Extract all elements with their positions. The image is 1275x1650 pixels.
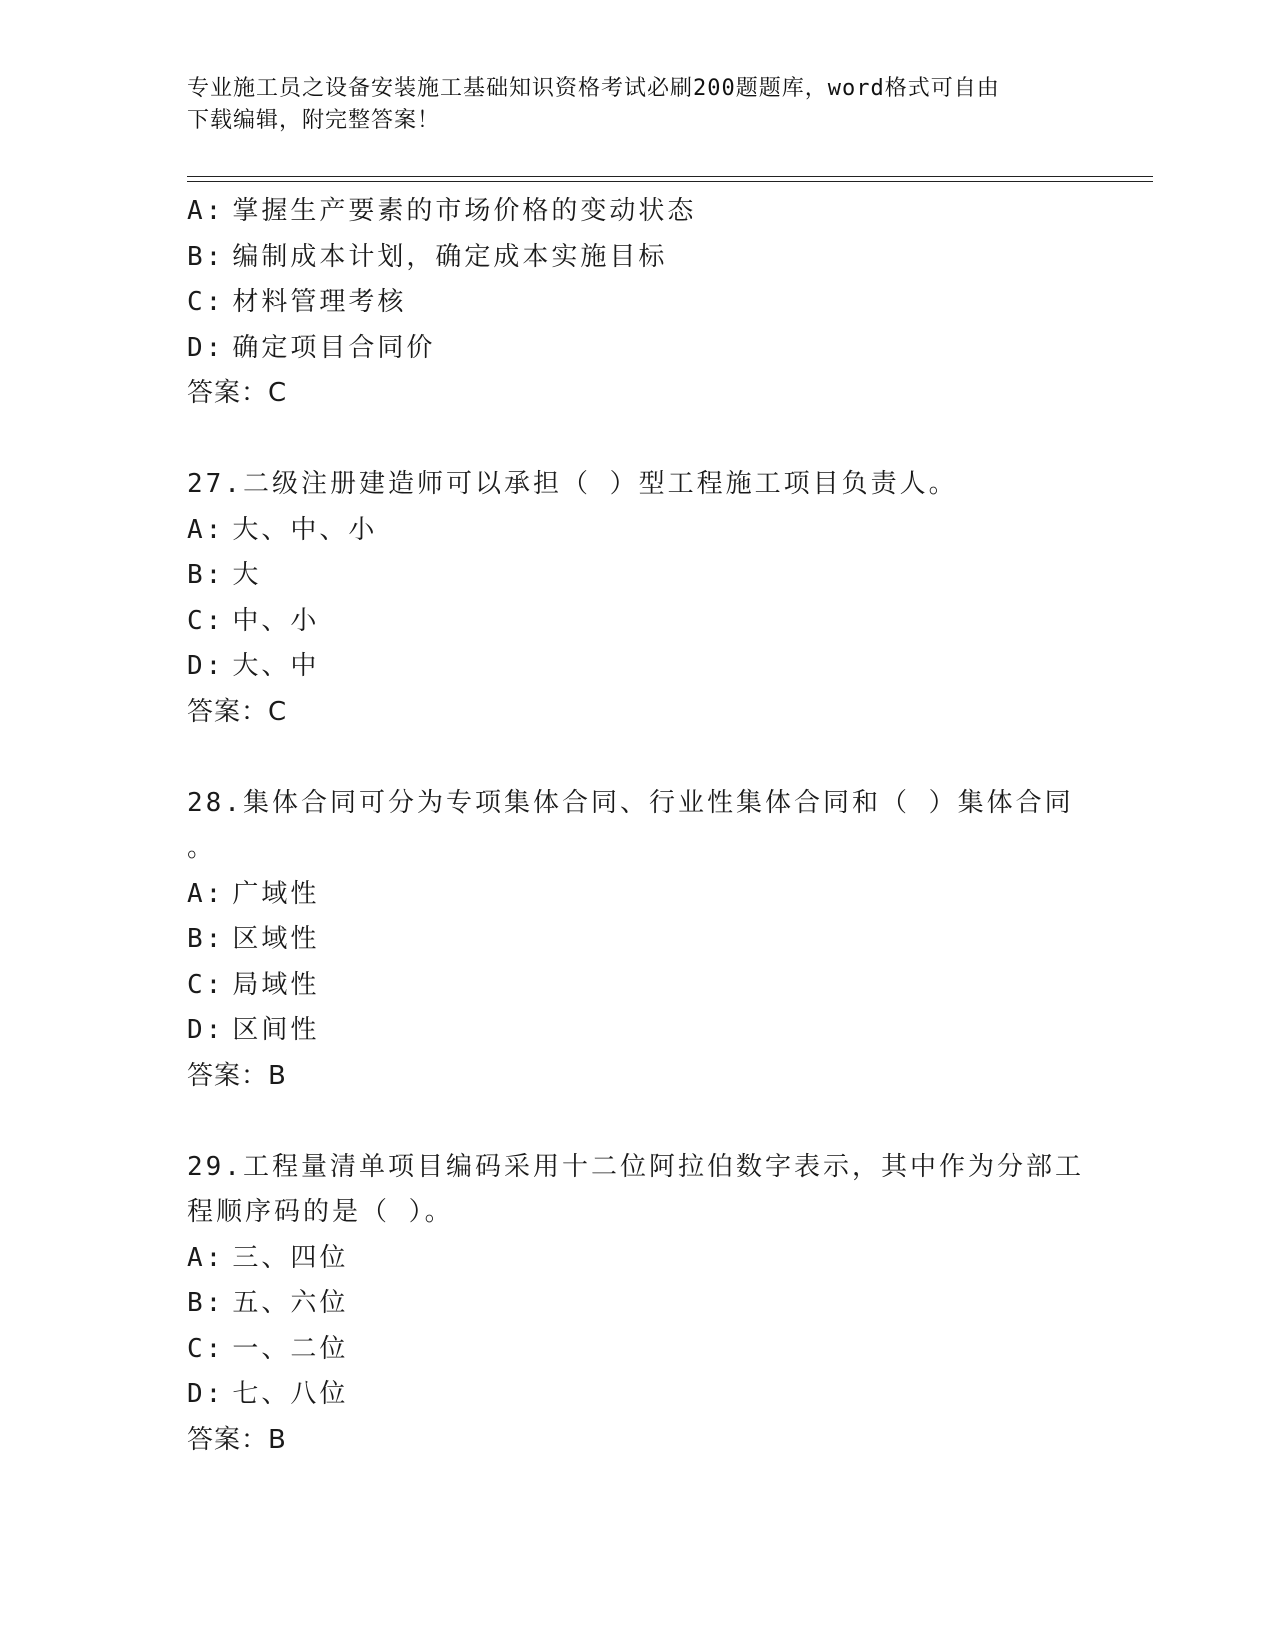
option-c: C: 材料管理考核: [187, 287, 407, 317]
question-stem: 29.工程量清单项目编码采用十二位阿拉伯数字表示，其中作为分部工: [187, 1151, 1084, 1182]
option-c: C: 局域性: [187, 969, 320, 1000]
option-a: A: 三、四位: [187, 1242, 349, 1273]
header-line-2: 下载编辑，附完整答案！: [187, 108, 441, 133]
question-28: [187, 781, 1087, 1100]
header-rule-bottom: [187, 181, 1153, 182]
prev-question-block: [187, 189, 1087, 417]
option-c: C: 中、小: [187, 605, 320, 636]
option-a: A: 掌握生产要素的市场价格的变动状态: [187, 196, 697, 226]
answer-line: 答案：B: [187, 1060, 287, 1091]
question-27: [187, 462, 1087, 735]
document-header: [187, 73, 1067, 137]
question-content: [187, 189, 1087, 1463]
option-a: A: 大、中、小: [187, 514, 378, 545]
option-d: D: 大、中: [187, 651, 320, 681]
option-b: B: 编制成本计划，确定成本实施目标: [187, 241, 668, 272]
answer-line: 答案：C: [187, 696, 288, 727]
answer-line: 答案：C: [187, 378, 288, 408]
header-line-1: 专业施工员之设备安装施工基础知识资格考试必刷200题题库，word格式可自由: [187, 76, 1000, 101]
option-c: C: 一、二位: [187, 1333, 349, 1364]
question-stem-continued: 程顺序码的是（ ）。: [187, 1197, 454, 1227]
option-a: A: 广域性: [187, 878, 320, 909]
option-d: D: 确定项目合同价: [187, 332, 436, 363]
option-d: D: 七、八位: [187, 1379, 349, 1409]
question-stem: 28.集体合同可分为专项集体合同、行业性集体合同和（ ）集体合同: [187, 787, 1074, 818]
option-b: B: 大: [187, 560, 262, 590]
option-d: D: 区间性: [187, 1015, 320, 1045]
answer-line: 答案：B: [187, 1424, 287, 1455]
question-stem-continued: 。: [187, 833, 217, 863]
question-29: [187, 1145, 1087, 1464]
option-b: B: 五、六位: [187, 1288, 349, 1318]
option-b: B: 区域性: [187, 924, 320, 954]
header-rule-top: [187, 176, 1153, 177]
question-stem: 27.二级注册建造师可以承担（ ）型工程施工项目负责人。: [187, 469, 958, 499]
